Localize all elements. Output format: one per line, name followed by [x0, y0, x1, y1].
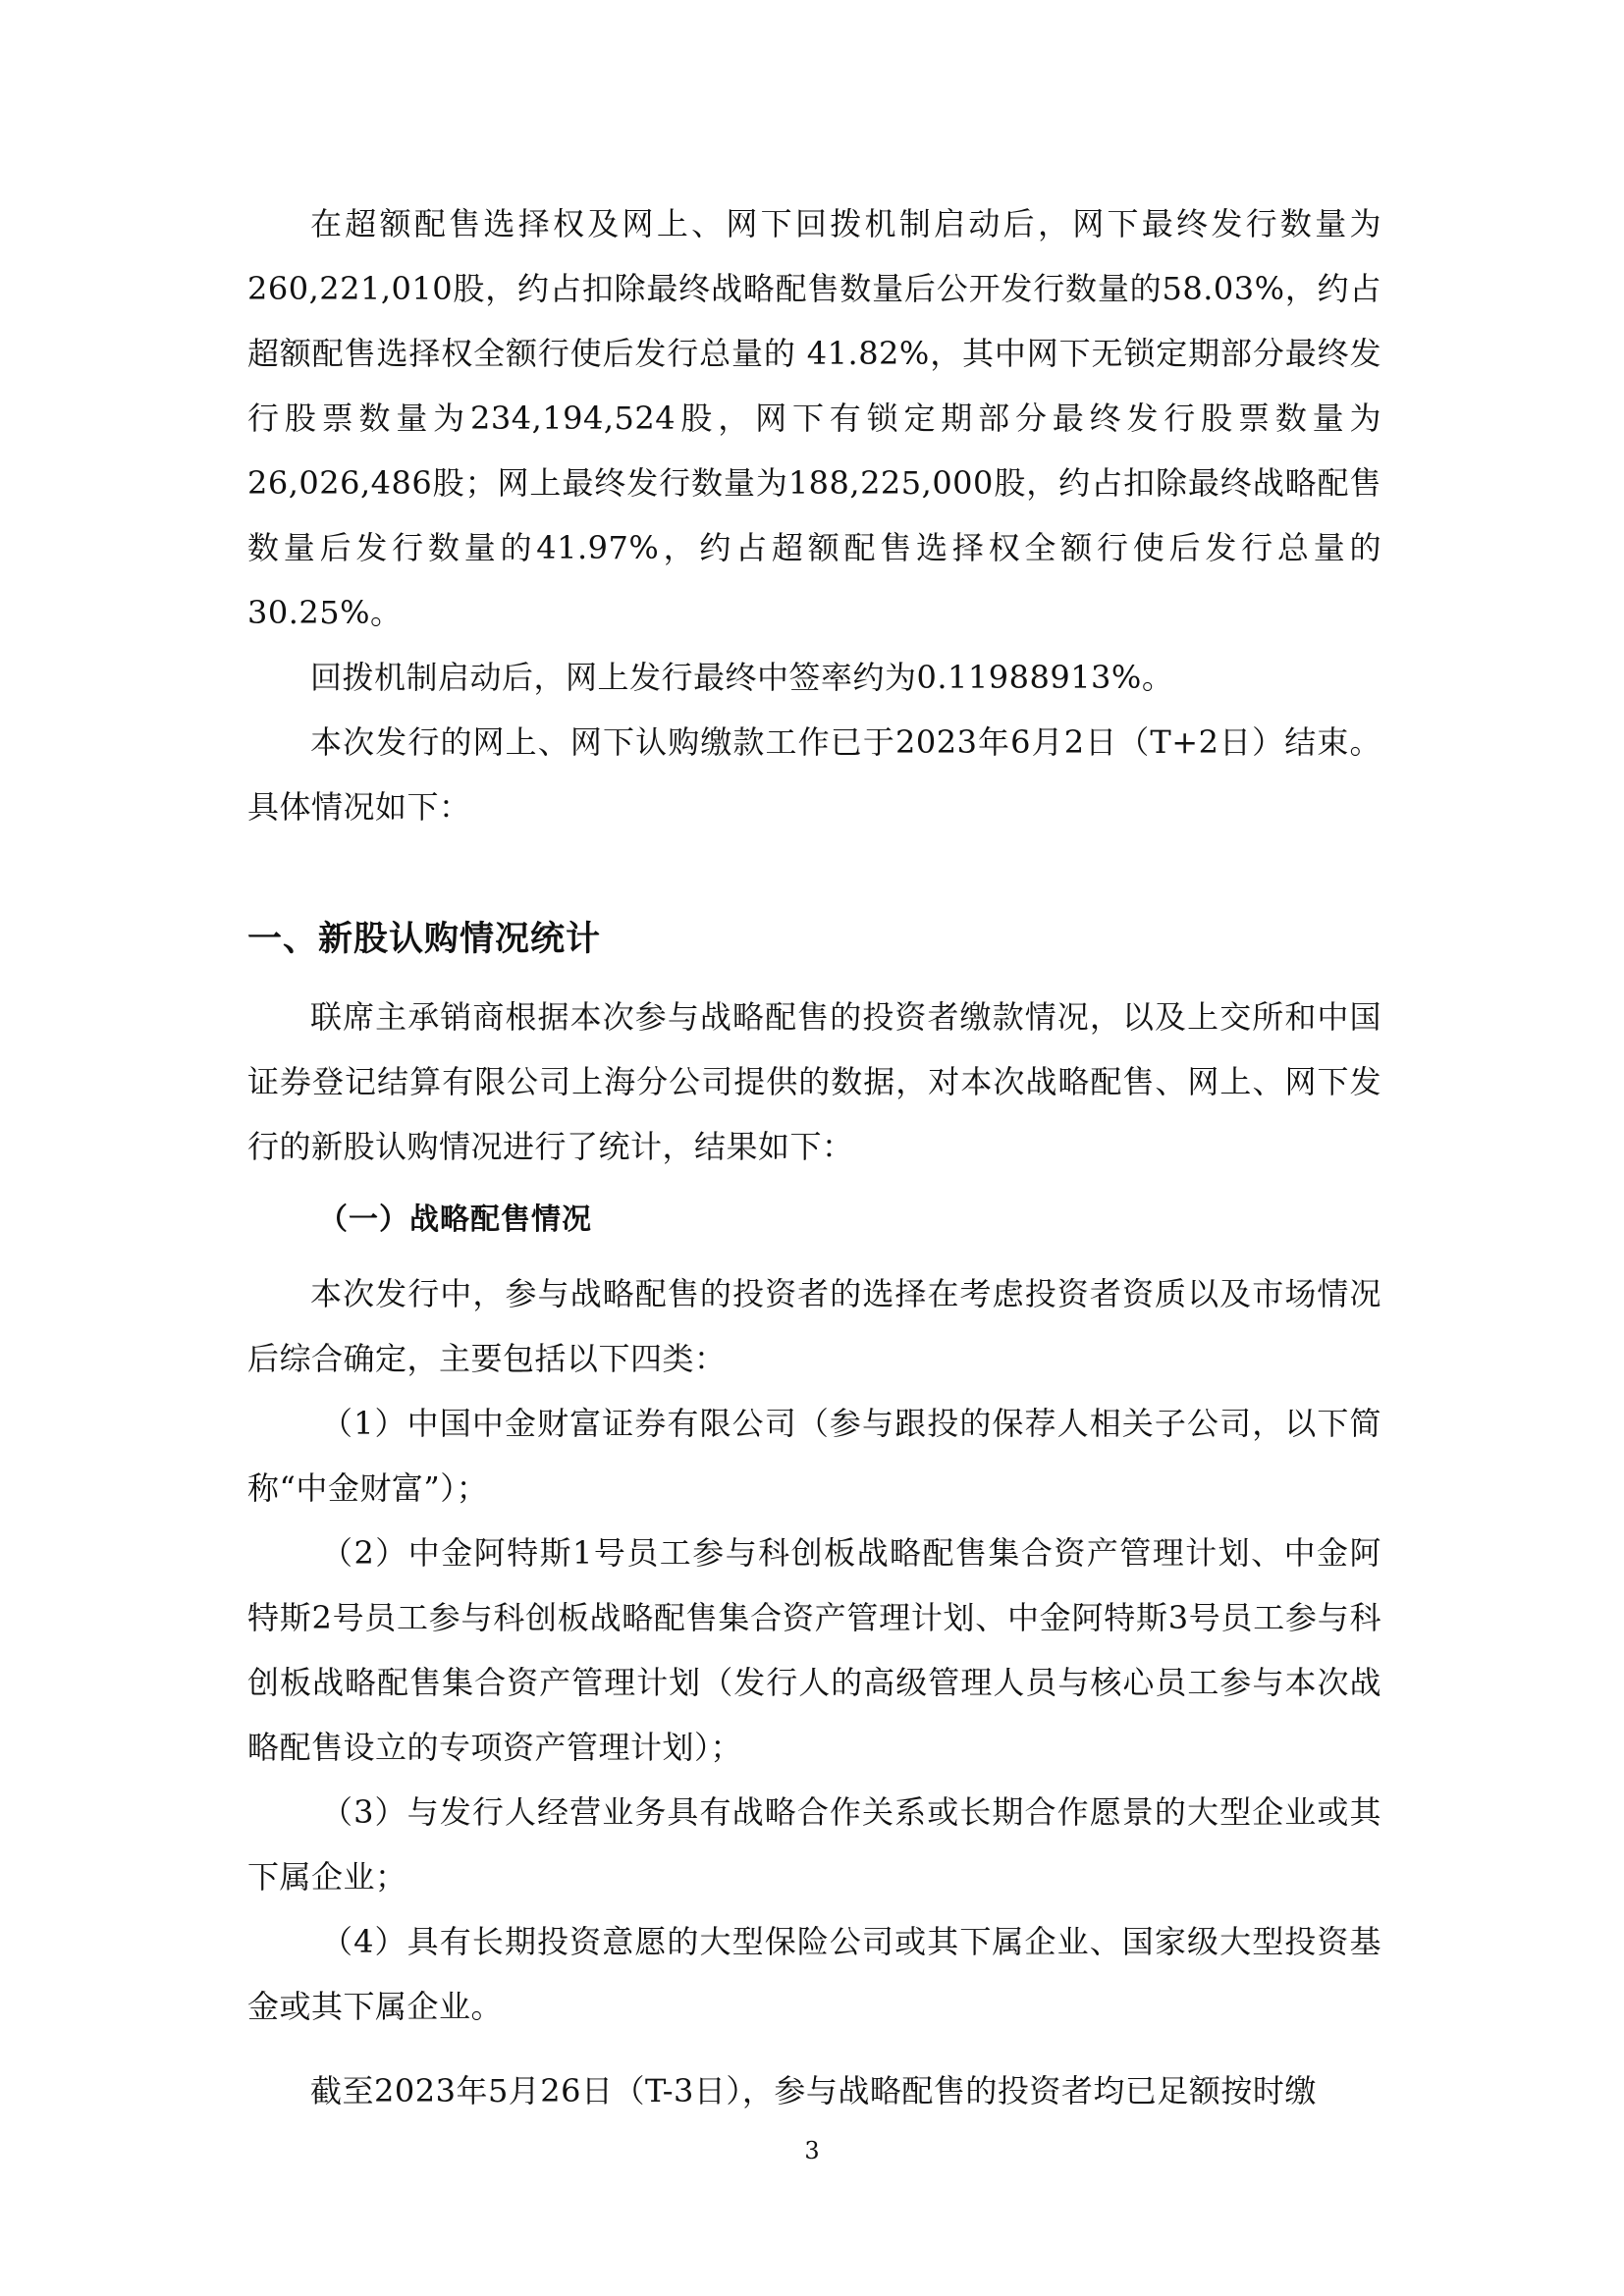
page-number: 3: [804, 2137, 820, 2164]
paragraph-section-intro: 联席主承销商根据本次参与战略配售的投资者缴款情况，以及上交所和中国证券登记结算有限公司上海分公司提供的数据，对本次战略配售、网上、网下发行的新股认购情况进行了统计，结果如下：: [247, 998, 1381, 1165]
section-title: 一、新股认购情况统计: [247, 920, 602, 959]
paragraph-payment-completion: 本次发行的网上、网下认购缴款工作已于2023年6月2日（T+2日）结束。具体情况如下：: [247, 723, 1381, 826]
list-item: （1）中国中金财富证券有限公司（参与跟投的保荐人相关子公司，以下简称“中金财富”）；: [247, 1405, 1381, 1507]
list-item: （4）具有长期投资意愿的大型保险公司或其下属企业、国家级大型投资基金或其下属企业。: [247, 1923, 1381, 2025]
paragraph-strategic-intro: 本次发行中，参与战略配售的投资者的选择在考虑投资者资质以及市场情况后综合确定，主要包括以下四类：: [247, 1275, 1381, 1377]
spacer: [247, 1179, 1381, 1191]
document-body: [247, 191, 1381, 2123]
paragraph-payment-deadline: 截至2023年5月26日（T-3日），参与战略配售的投资者均已足额按时缴: [310, 2072, 1317, 2109]
list-item: （2）中金阿特斯1号员工参与科创板战略配售集合资产管理计划、中金阿特斯2号员工参与科创板战略配售集合资产管理计划、中金阿特斯3号员工参与科创板战略配售集合资产管理计划（发行人的高级管理人员与核心员工参与本次战略配售设立的专项资产管理计划）；: [247, 1534, 1381, 1766]
paragraph-winning-rate: 回拨机制启动后，网上发行最终中签率约为0.11988913%。: [310, 659, 1174, 696]
paragraph-allocation-summary: 在超额配售选择权及网上、网下回拨机制启动后，网下最终发行数量为260,221,010股，约占扣除最终战略配售数量后公开发行数量的58.03%，约占超额配售选择权全额行使后发行总量的 41.82%，其中网下无锁定期部分最终发行股票数量为234,194,524股，网下有锁定期部分最终发行股票数量为26,026,486股；网上最终发行数量为188,225,000股，约占扣除最终战略配售数量后发行数量的41.97%，约占超额配售选择权全额行使后发行总量的30.25%。: [247, 205, 1381, 631]
spacer: [247, 1250, 1381, 1261]
list-item: （3）与发行人经营业务具有战略合作关系或长期合作愿景的大型企业或其下属企业；: [247, 1793, 1381, 1896]
subsection-title: （一）战略配售情况: [318, 1202, 592, 1237]
spacer: [247, 969, 1381, 985]
spacer: [247, 2039, 1381, 2058]
spacer: [247, 839, 1381, 910]
